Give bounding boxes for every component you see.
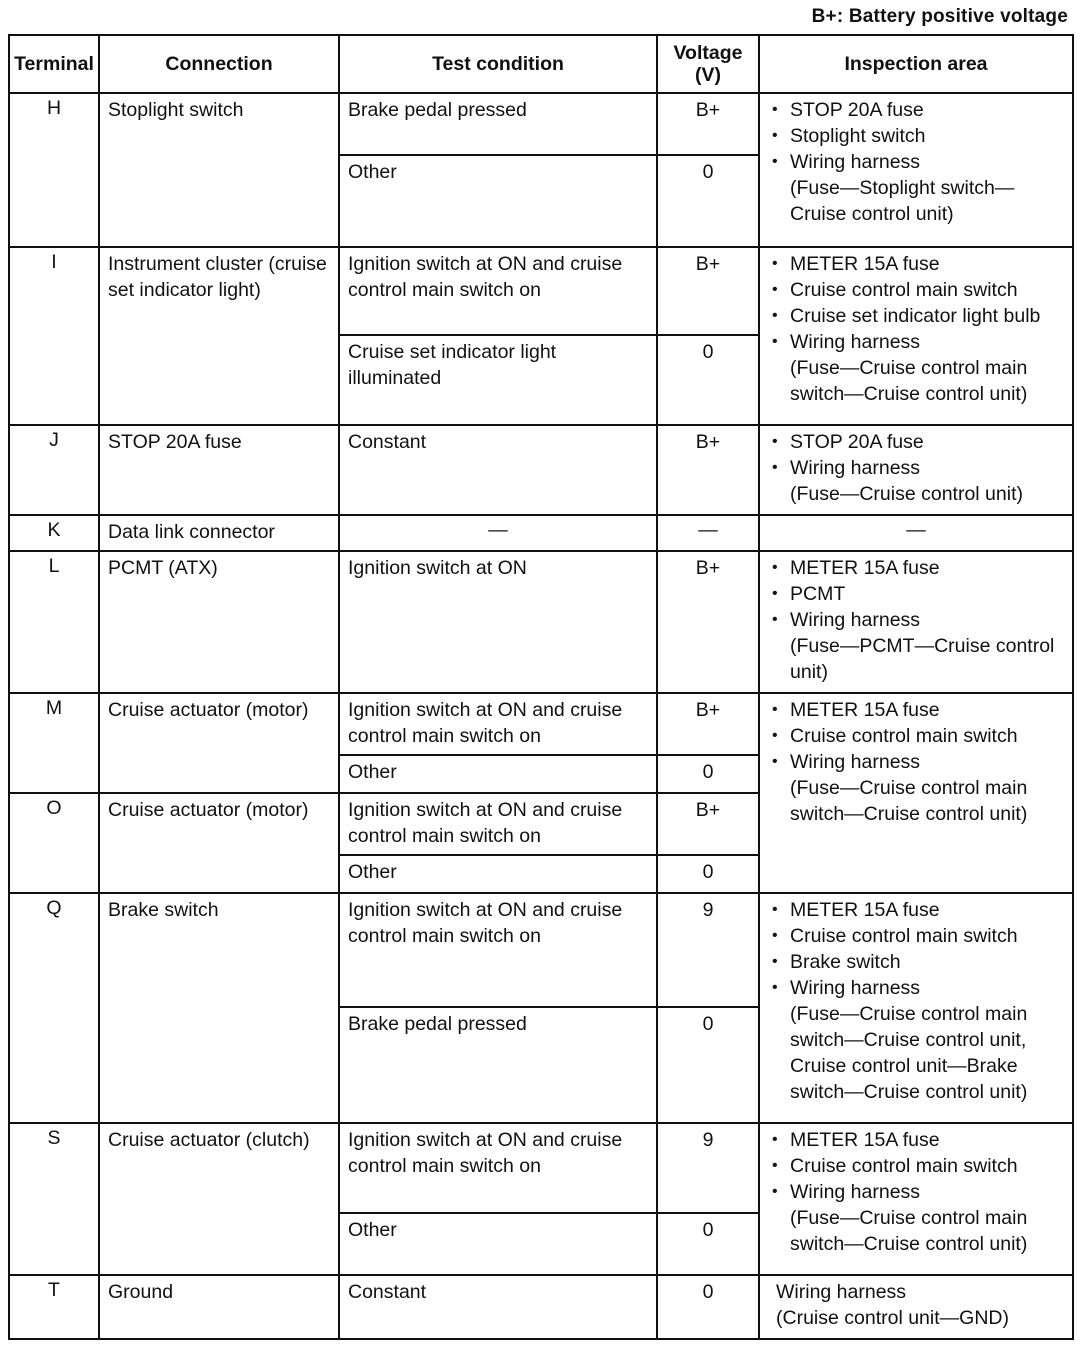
harness-label: • Wiring harness: [790, 457, 921, 479]
voltage-cell: 0: [657, 755, 759, 793]
voltage-cell: B+: [657, 793, 759, 855]
voltage-cell: B+: [657, 551, 759, 693]
inspection-cell: [759, 1123, 1073, 1275]
header-voltage-unit: (V): [695, 64, 721, 86]
voltage-cell: 0: [657, 335, 759, 425]
inspection-cell: [759, 893, 1073, 1123]
test-condition-cell: Constant: [339, 425, 657, 515]
harness-label: • Wiring harness: [790, 151, 921, 173]
terminal-cell: T: [9, 1275, 99, 1339]
legend-note: B+: Battery positive voltage: [811, 6, 1068, 27]
list-item: [772, 329, 1068, 407]
list-item: • Cruise control main switch: [772, 923, 1068, 949]
table-row-j: [9, 425, 1073, 515]
terminal-cell: K: [9, 515, 99, 551]
harness-path: (Fuse—Cruise control main switch—Cruise control unit): [790, 777, 1028, 825]
header-voltage: [657, 35, 759, 93]
table-row-s: [9, 1123, 1073, 1213]
inspection-cell: [759, 693, 1073, 893]
voltage-cell: B+: [657, 425, 759, 515]
header-inspection-area: Inspection area: [759, 35, 1073, 93]
inspection-cell: [759, 247, 1073, 425]
list-item: • METER 15A fuse: [772, 1127, 1068, 1153]
inspection-list: [772, 897, 1068, 1105]
list-item: [772, 607, 1068, 685]
connection-cell: Data link connector: [99, 515, 339, 551]
harness-label: • Wiring harness: [790, 751, 921, 773]
inspection-cell: [759, 93, 1073, 247]
test-condition-cell: Constant: [339, 1275, 657, 1339]
connection-cell: Brake switch: [99, 893, 339, 1123]
list-item: • METER 15A fuse: [772, 555, 1068, 581]
harness-path: (Fuse—Stoplight switch—Cruise control unit): [790, 177, 1015, 225]
list-item: • METER 15A fuse: [772, 697, 1068, 723]
list-item: • Cruise control main switch: [772, 277, 1068, 303]
list-item: [772, 149, 1068, 227]
table-row-t: [9, 1275, 1073, 1339]
list-item: • Cruise set indicator light bulb: [772, 303, 1068, 329]
test-condition-cell: Ignition switch at ON and cruise control main switch on: [339, 1123, 657, 1213]
terminal-cell: J: [9, 425, 99, 515]
list-item: • STOP 20A fuse: [772, 429, 1068, 455]
terminal-cell: S: [9, 1123, 99, 1275]
header-voltage-label: Voltage: [673, 42, 743, 64]
list-item: • METER 15A fuse: [772, 251, 1068, 277]
terminal-cell: I: [9, 247, 99, 425]
list-item: • Brake switch: [772, 949, 1068, 975]
list-item: • METER 15A fuse: [772, 897, 1068, 923]
test-condition-cell: Brake pedal pressed: [339, 1007, 657, 1123]
harness-label: • Wiring harness: [790, 609, 921, 631]
connection-cell: Ground: [99, 1275, 339, 1339]
connection-cell: STOP 20A fuse: [99, 425, 339, 515]
list-item: [772, 455, 1068, 507]
terminal-cell: Q: [9, 893, 99, 1123]
harness-path: (Cruise control unit—GND): [776, 1307, 1009, 1329]
connection-cell: Cruise actuator (motor): [99, 693, 339, 793]
test-condition-cell: Other: [339, 155, 657, 247]
table-row-l: [9, 551, 1073, 693]
test-condition-cell: Ignition switch at ON and cruise control main switch on: [339, 793, 657, 855]
voltage-cell: 9: [657, 893, 759, 1007]
voltage-cell: —: [657, 515, 759, 551]
harness-path: (Fuse—PCMT—Cruise control unit): [790, 635, 1055, 683]
list-item: • PCMT: [772, 581, 1068, 607]
test-condition-cell: Ignition switch at ON and cruise control main switch on: [339, 693, 657, 755]
inspection-cell: [759, 1275, 1073, 1339]
voltage-cell: B+: [657, 693, 759, 755]
voltage-cell: 0: [657, 855, 759, 893]
connection-cell: PCMT (ATX): [99, 551, 339, 693]
test-condition-cell: Ignition switch at ON and cruise control main switch on: [339, 893, 657, 1007]
inspection-cell: [759, 425, 1073, 515]
inspection-list: [772, 97, 1068, 227]
harness-path: (Fuse—Cruise control main switch—Cruise control unit): [790, 1207, 1028, 1255]
voltage-cell: 0: [657, 1213, 759, 1275]
voltage-cell: B+: [657, 247, 759, 335]
connection-cell: Cruise actuator (clutch): [99, 1123, 339, 1275]
voltage-cell: B+: [657, 93, 759, 155]
list-item: • Cruise control main switch: [772, 723, 1068, 749]
terminal-voltage-table: [8, 34, 1074, 1340]
harness-label: Wiring harness: [776, 1281, 907, 1303]
test-condition-cell: Cruise set indicator light illuminated: [339, 335, 657, 425]
table-row-m: [9, 693, 1073, 755]
inspection-list: [772, 429, 1068, 507]
terminal-cell: O: [9, 793, 99, 893]
list-item: [772, 1179, 1068, 1257]
test-condition-cell: Ignition switch at ON: [339, 551, 657, 693]
harness-path: (Fuse—Cruise control unit): [790, 483, 1023, 505]
terminal-cell: M: [9, 693, 99, 793]
test-condition-cell: —: [339, 515, 657, 551]
header-connection: Connection: [99, 35, 339, 93]
list-item: • Cruise control main switch: [772, 1153, 1068, 1179]
voltage-cell: 0: [657, 155, 759, 247]
connection-cell: Instrument cluster (cruise set indicator light): [99, 247, 339, 425]
test-condition-cell: Other: [339, 855, 657, 893]
harness-label: • Wiring harness: [790, 331, 921, 353]
inspection-list: [772, 251, 1068, 407]
inspection-list: [772, 697, 1068, 827]
test-condition-cell: Brake pedal pressed: [339, 93, 657, 155]
terminal-cell: H: [9, 93, 99, 247]
voltage-cell: 0: [657, 1275, 759, 1339]
connection-cell: Cruise actuator (motor): [99, 793, 339, 893]
voltage-cell: 9: [657, 1123, 759, 1213]
connection-cell: Stoplight switch: [99, 93, 339, 247]
harness-label: • Wiring harness: [790, 1181, 921, 1203]
inspection-list: [772, 555, 1068, 685]
test-condition-cell: Other: [339, 755, 657, 793]
list-item: [772, 749, 1068, 827]
table-row-i: [9, 247, 1073, 335]
list-item: [772, 975, 1068, 1105]
test-condition-cell: Ignition switch at ON and cruise control main switch on: [339, 247, 657, 335]
header-row: [9, 35, 1073, 93]
inspection-cell: [759, 551, 1073, 693]
harness-path: (Fuse—Cruise control main switch—Cruise control unit, Cruise control unit—Brake switch—Cruise control unit): [790, 1003, 1028, 1103]
table-row-q: [9, 893, 1073, 1007]
inspection-cell: —: [759, 515, 1073, 551]
harness-path: (Fuse—Cruise control main switch—Cruise control unit): [790, 357, 1028, 405]
header-terminal: Terminal: [9, 35, 99, 93]
voltage-cell: 0: [657, 1007, 759, 1123]
inspection-list: [772, 1127, 1068, 1257]
header-test-condition: Test condition: [339, 35, 657, 93]
table-row-h: [9, 93, 1073, 155]
terminal-cell: L: [9, 551, 99, 693]
test-condition-cell: Other: [339, 1213, 657, 1275]
harness-label: • Wiring harness: [790, 977, 921, 999]
list-item: • STOP 20A fuse: [772, 97, 1068, 123]
list-item: • Stoplight switch: [772, 123, 1068, 149]
table-row-k: [9, 515, 1073, 551]
